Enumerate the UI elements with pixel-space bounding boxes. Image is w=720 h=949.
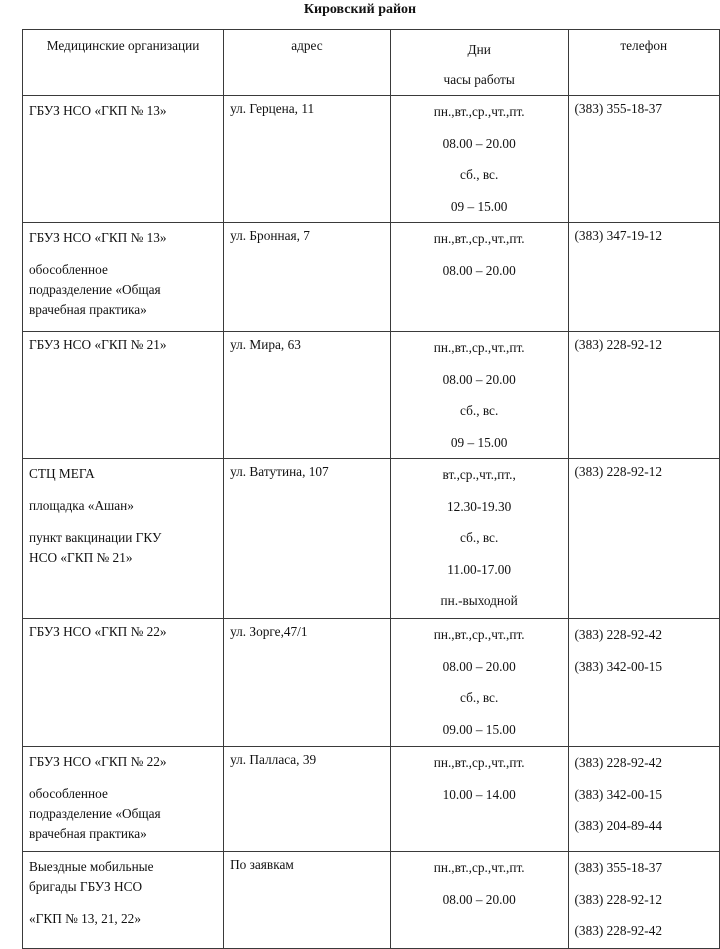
- table-row: [23, 852, 720, 949]
- phone-number: (383) 228-92-42: [574, 923, 663, 938]
- address-cell: [224, 459, 391, 619]
- table-row: [23, 747, 720, 852]
- phone-number: (383) 204-89-44: [574, 818, 663, 833]
- header-org-label: Медицинские организации: [46, 38, 200, 53]
- address-cell: [224, 747, 391, 852]
- phone-number: (383) 347-19-12: [574, 228, 663, 243]
- phone-number: (383) 342-00-15: [574, 658, 663, 674]
- hours-cell: [390, 223, 568, 332]
- phone-cell: [568, 619, 720, 747]
- hours-line: 08.00 – 20.00: [442, 262, 516, 278]
- phone-number: (383) 228-92-12: [574, 891, 663, 907]
- org-line: врачебная практика»: [29, 826, 147, 841]
- hours-cell: [390, 96, 568, 223]
- org-line: подразделение «Общая: [29, 282, 161, 297]
- hours-line: 09 – 15.00: [450, 434, 508, 450]
- phone-number: (383) 228-92-12: [574, 464, 663, 479]
- hours-line: 08.00 – 20.00: [442, 371, 516, 387]
- table-header-row: [23, 30, 720, 96]
- header-hours-label: часы работы: [443, 72, 515, 87]
- phone-number: (383) 342-00-15: [574, 786, 663, 802]
- hours-line: пн.,вт.,ср.,чт.,пт.: [433, 104, 525, 119]
- table-row: [23, 223, 720, 332]
- phone-cell: [568, 223, 720, 332]
- org-line: подразделение «Общая: [29, 806, 161, 821]
- org-line: обособленное: [29, 786, 108, 801]
- org-cell: [23, 332, 224, 459]
- hours-line: сб., вс.: [460, 403, 499, 418]
- org-line: СТЦ МЕГА: [29, 466, 95, 481]
- hours-line: пн.,вт.,ср.,чт.,пт.: [433, 860, 525, 875]
- hours-line: сб., вс.: [460, 690, 499, 705]
- address-text: ул. Палласа, 39: [230, 752, 317, 767]
- hours-line: 09.00 – 15.00: [442, 721, 516, 737]
- org-cell: [23, 747, 224, 852]
- hours-line: 08.00 – 20.00: [442, 891, 516, 907]
- org-line: пункт вакцинации ГКУ: [29, 530, 162, 545]
- hours-line: сб., вс.: [460, 167, 499, 182]
- org-line: Выездные мобильные: [29, 859, 154, 874]
- phone-number: (383) 355-18-37: [574, 101, 663, 116]
- hours-cell: [390, 459, 568, 619]
- org-line: ГБУЗ НСО «ГКП № 22»: [29, 624, 167, 639]
- org-cell: [23, 619, 224, 747]
- address-cell: [224, 619, 391, 747]
- org-line: ГБУЗ НСО «ГКП № 21»: [29, 337, 167, 352]
- phone-cell: [568, 96, 720, 223]
- document-title: Кировский район: [303, 2, 417, 17]
- header-phone-label: телефон: [620, 38, 668, 53]
- hours-line: сб., вс.: [460, 530, 499, 545]
- clinics-table: [22, 29, 720, 949]
- header-address: [224, 30, 391, 96]
- hours-line: пн.,вт.,ср.,чт.,пт.: [433, 231, 525, 246]
- header-phone: [568, 30, 720, 96]
- org-cell: [23, 223, 224, 332]
- hours-line: пн.-выходной: [440, 593, 518, 608]
- hours-cell: [390, 332, 568, 459]
- address-text: ул. Бронная, 7: [230, 228, 310, 243]
- table-row: [23, 619, 720, 747]
- address-cell: [224, 852, 391, 949]
- org-line: площадка «Ашан»: [29, 498, 134, 513]
- org-cell: [23, 852, 224, 949]
- address-text: По заявкам: [230, 857, 294, 872]
- phone-cell: [568, 852, 720, 949]
- header-org: [23, 30, 224, 96]
- header-address-label: адрес: [291, 38, 323, 53]
- phone-number: (383) 228-92-42: [574, 627, 663, 642]
- org-line: ГБУЗ НСО «ГКП № 13»: [29, 103, 167, 118]
- address-cell: [224, 223, 391, 332]
- address-cell: [224, 96, 391, 223]
- hours-line: 12.30-19.30: [447, 498, 512, 514]
- org-line: врачебная практика»: [29, 302, 147, 317]
- hours-line: пн.,вт.,ср.,чт.,пт.: [433, 755, 525, 770]
- org-line: обособленное: [29, 262, 108, 277]
- table-row: [23, 96, 720, 223]
- org-cell: [23, 96, 224, 223]
- hours-line: вт.,ср.,чт.,пт.,: [442, 467, 516, 482]
- org-line: ГБУЗ НСО «ГКП № 22»: [29, 754, 167, 769]
- header-days: [390, 30, 568, 96]
- org-line: ГБУЗ НСО «ГКП № 13»: [29, 230, 167, 245]
- org-line: «ГКП № 13, 21, 22»: [29, 911, 141, 926]
- hours-cell: [390, 852, 568, 949]
- org-line: бригады ГБУЗ НСО: [29, 879, 143, 894]
- hours-line: 08.00 – 20.00: [442, 135, 516, 151]
- hours-line: 10.00 – 14.00: [442, 786, 516, 802]
- address-text: ул. Герцена, 11: [230, 101, 315, 116]
- hours-cell: [390, 747, 568, 852]
- address-text: ул. Мира, 63: [230, 337, 301, 352]
- hours-cell: [390, 619, 568, 747]
- phone-cell: [568, 332, 720, 459]
- phone-number: (383) 228-92-12: [574, 337, 663, 352]
- hours-line: пн.,вт.,ср.,чт.,пт.: [433, 627, 525, 642]
- phone-number: (383) 355-18-37: [574, 860, 663, 875]
- hours-line: 11.00-17.00: [447, 561, 512, 577]
- hours-line: 08.00 – 20.00: [442, 658, 516, 674]
- phone-cell: [568, 459, 720, 619]
- phone-number: (383) 228-92-42: [574, 755, 663, 770]
- header-days-label: Дни: [467, 42, 491, 57]
- address-cell: [224, 332, 391, 459]
- org-line: НСО «ГКП № 21»: [29, 550, 133, 565]
- table-row: [23, 459, 720, 619]
- table-row: [23, 332, 720, 459]
- address-text: ул. Зорге,47/1: [230, 624, 308, 639]
- hours-line: 09 – 15.00: [450, 198, 508, 214]
- org-cell: [23, 459, 224, 619]
- phone-cell: [568, 747, 720, 852]
- address-text: ул. Ватутина, 107: [230, 464, 329, 479]
- hours-line: пн.,вт.,ср.,чт.,пт.: [433, 340, 525, 355]
